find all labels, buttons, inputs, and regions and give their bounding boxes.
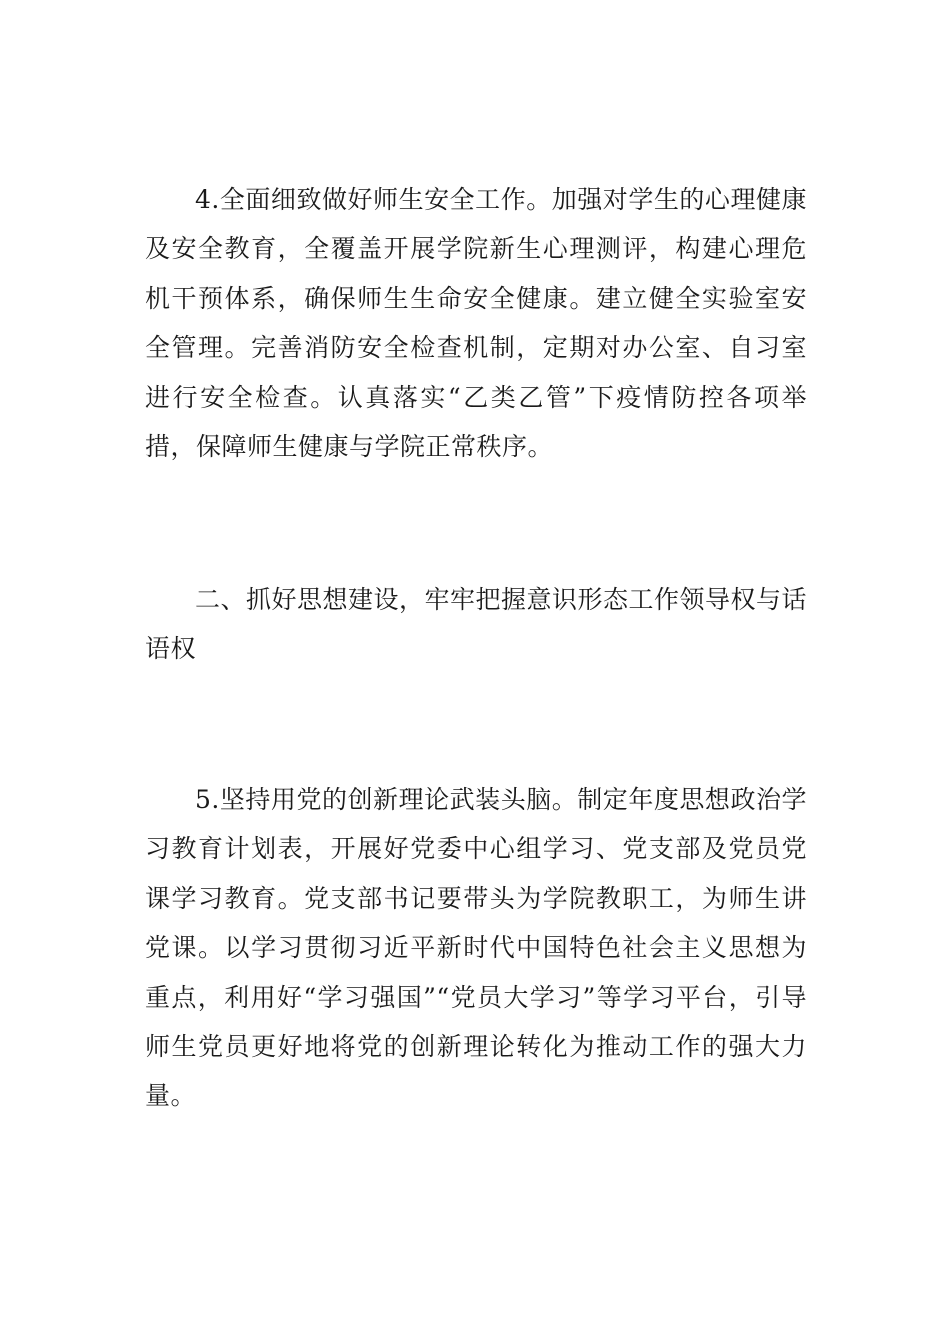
paragraph-student-staff-safety: 4.全面细致做好师生安全工作。加强对学生的心理健康及安全教育，全覆盖开展学院新生心理测评，构建心理危机干预体系，确保师生生命安全健康。建立健全实验室安全管理。完善消防安全检查机制，定期对办公室、自习室进行安全检查。认真落实“乙类乙管”下疫情防控各项举措，保障师生健康与学院正常秩序。 xyxy=(145,185,807,462)
paragraph-party-theory-study: 5.坚持用党的创新理论武装头脑。制定年度思想政治学习教育计划表，开展好党委中心组学习、党支部及党员党课学习教育。党支部书记要带头为学院教职工，为师生讲党课。以学习贯彻习近平新时代中国特色社会主义思想为重点，利用好“学习强国”“党员大学习”等学习平台，引导师生党员更好地将党的创新理论转化为推动工作的强大力量。 xyxy=(145,785,807,1111)
section-heading-ideological-work: 二、抓好思想建设，牢牢把握意识形态工作领导权与话语权 xyxy=(145,585,808,664)
